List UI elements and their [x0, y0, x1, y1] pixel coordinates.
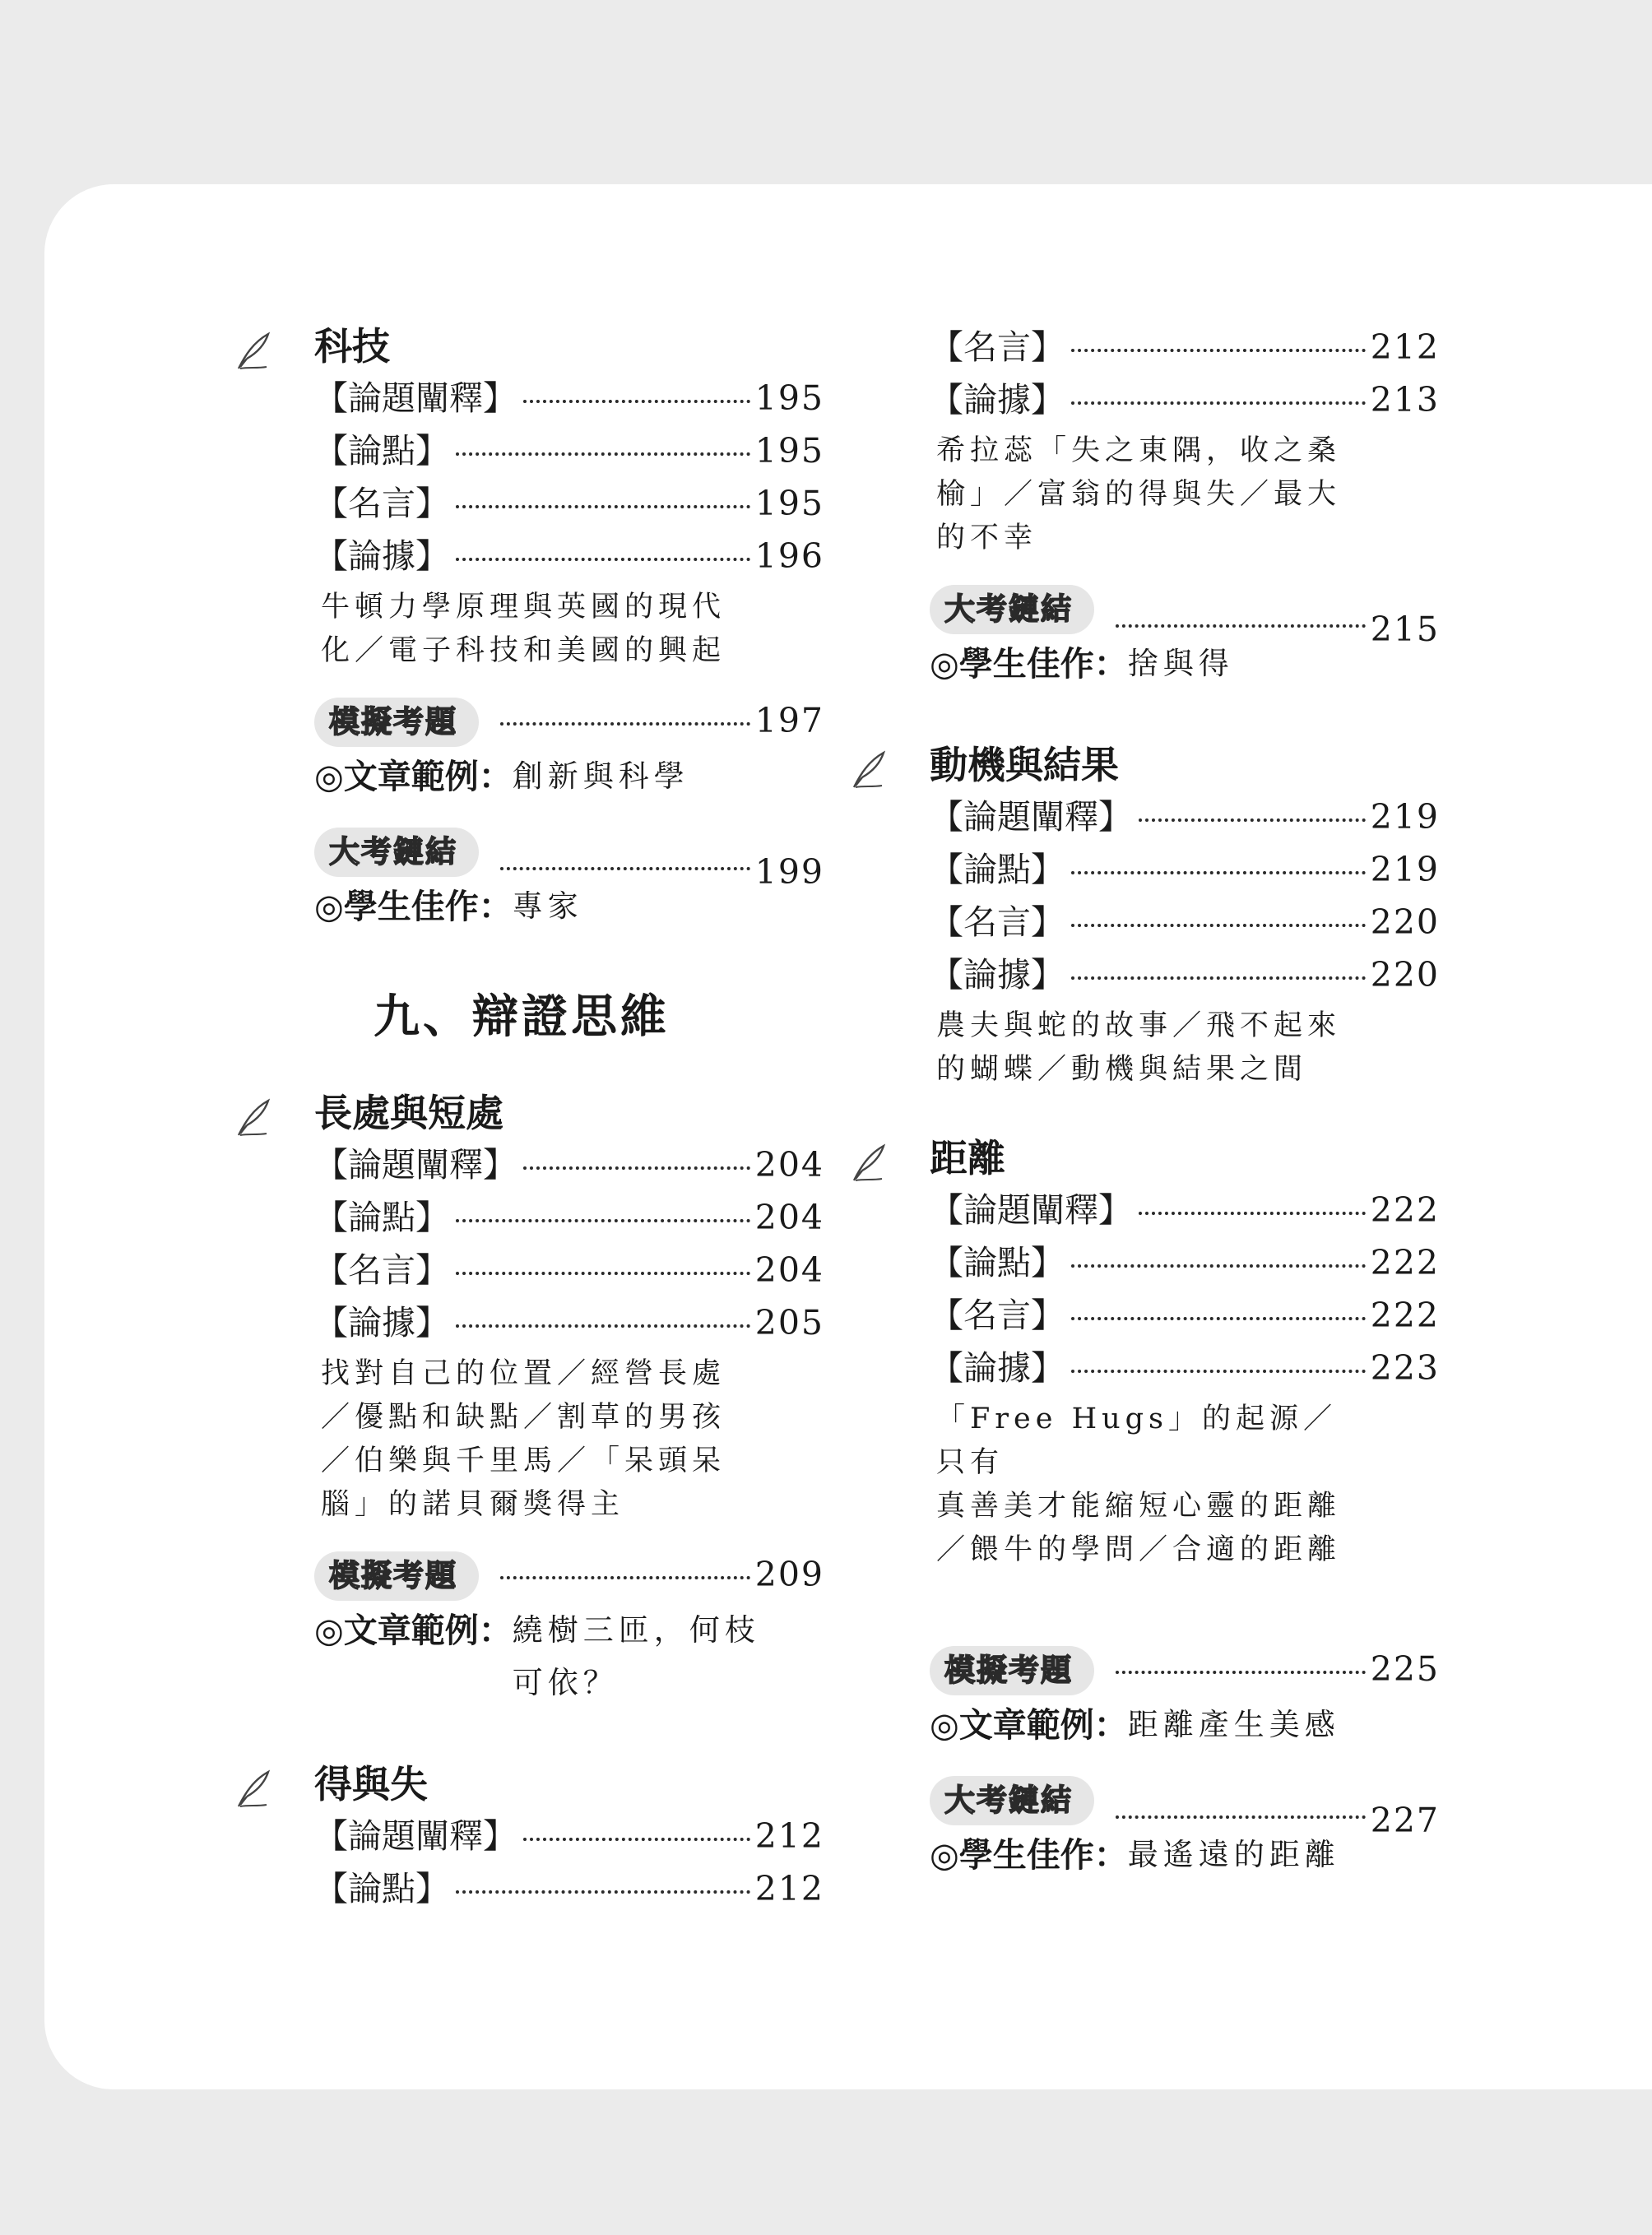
- section-title: 動機與結果: [930, 743, 1119, 787]
- toc-entry[interactable]: 【論點】 222: [930, 1243, 1440, 1282]
- quill-pen-icon: [232, 1097, 273, 1138]
- toc-entry[interactable]: 【論題闡釋】 195: [314, 378, 824, 418]
- toc-right-column: [847, 321, 1440, 1881]
- toc-entry-exam-link[interactable]: 大考鏈結 215: [930, 585, 1440, 634]
- part-title: 九、辯證思維: [374, 990, 670, 1044]
- exam-link-badge: 大考鏈結: [314, 828, 479, 877]
- quill-pen-icon: [847, 1143, 889, 1184]
- section-title: 長處與短處: [314, 1091, 503, 1135]
- sample-essay: ◎文章範例： 距離產生美感: [930, 1705, 1340, 1745]
- toc-entry[interactable]: 【名言】 195: [314, 484, 824, 523]
- student-work: ◎學生佳作： 專家: [314, 887, 583, 926]
- toc-entry[interactable]: 【論據】 196: [314, 536, 824, 576]
- toc-entry[interactable]: 【名言】 204: [314, 1250, 824, 1290]
- toc-left-column: [232, 321, 824, 1915]
- exam-link-badge: 大考鏈結: [930, 585, 1094, 634]
- quill-pen-icon: [847, 749, 889, 791]
- evidence-description: 農夫與蛇的故事／飛不起來 的蝴蝶／動機與結果之間: [936, 1009, 1342, 1086]
- evidence-description: 希拉蕊「失之東隅，收之桑 榆」／富翁的得與失／最大 的不幸: [936, 434, 1342, 554]
- toc-entry[interactable]: 【論據】 213: [930, 380, 1440, 420]
- toc-entry[interactable]: 【論題闡釋】 219: [930, 797, 1440, 837]
- sample-essay: ◎文章範例： 創新與科學: [314, 757, 689, 796]
- evidence-description: 牛頓力學原理與英國的現代 化／電子科技和美國的興起: [321, 591, 726, 667]
- toc-entry-exam-link[interactable]: 大考鏈結 199: [314, 828, 824, 877]
- toc-section-distance: [847, 1133, 1440, 1881]
- toc-entry[interactable]: 【論題闡釋】 204: [314, 1145, 824, 1185]
- toc-entry-mock-exam[interactable]: 模擬考題 197: [314, 698, 824, 747]
- toc-entry[interactable]: 【論題闡釋】 212: [314, 1816, 824, 1856]
- section-title: 得與失: [314, 1762, 428, 1806]
- toc-entry[interactable]: 【名言】 222: [930, 1296, 1440, 1335]
- quill-pen-icon: [232, 1769, 273, 1810]
- toc-section-technology: [232, 321, 824, 933]
- toc-entry[interactable]: 【論點】 212: [314, 1869, 824, 1908]
- exam-link-badge: 大考鏈結: [930, 1776, 1094, 1825]
- toc-entry[interactable]: 【論據】 205: [314, 1303, 824, 1342]
- student-work: ◎學生佳作： 最遙遠的距離: [930, 1835, 1340, 1875]
- toc-entry-exam-link[interactable]: 大考鏈結 227: [930, 1776, 1440, 1825]
- section-title: 距離: [930, 1136, 1005, 1180]
- quill-pen-icon: [232, 331, 273, 372]
- toc-entry[interactable]: 【名言】 220: [930, 902, 1440, 942]
- toc-entry[interactable]: 【論題闡釋】 222: [930, 1190, 1440, 1230]
- evidence-description: 找對自己的位置／經營長處 ／優點和缺點／割草的男孩 ／伯樂與千里馬／「呆頭呆 腦」的諾貝爾獎得主: [321, 1357, 726, 1521]
- toc-section-strengths-weaknesses: [232, 1087, 824, 1709]
- toc-section-gain-loss-cont: [847, 321, 1440, 690]
- mock-exam-badge: 模擬考題: [314, 698, 479, 747]
- toc-entry[interactable]: 【論據】 220: [930, 955, 1440, 995]
- student-work: ◎學生佳作： 捨與得: [930, 644, 1234, 684]
- toc-section-motive-result: [847, 740, 1440, 1092]
- sample-essay: ◎文章範例： 繞樹三匝，何枝 可依？: [314, 1611, 760, 1700]
- mock-exam-badge: 模擬考題: [314, 1551, 479, 1601]
- toc-entry-mock-exam[interactable]: 模擬考題 209: [314, 1551, 824, 1601]
- toc-entry[interactable]: 【論據】 223: [930, 1348, 1440, 1388]
- toc-entry[interactable]: 【論點】 204: [314, 1198, 824, 1237]
- toc-entry[interactable]: 【論點】 219: [930, 850, 1440, 889]
- toc-entry[interactable]: 【名言】 212: [930, 327, 1440, 367]
- toc-entry-mock-exam[interactable]: 模擬考題 225: [930, 1646, 1440, 1695]
- toc-section-gain-loss: [232, 1759, 824, 1915]
- evidence-description: 「Free Hugs」的起源／只有 真善美才能縮短心靈的距離 ／餵牛的學問／合適的距離: [936, 1403, 1342, 1566]
- toc-entry[interactable]: 【論點】 195: [314, 431, 824, 471]
- section-title: 科技: [314, 324, 390, 369]
- mock-exam-badge: 模擬考題: [930, 1646, 1094, 1695]
